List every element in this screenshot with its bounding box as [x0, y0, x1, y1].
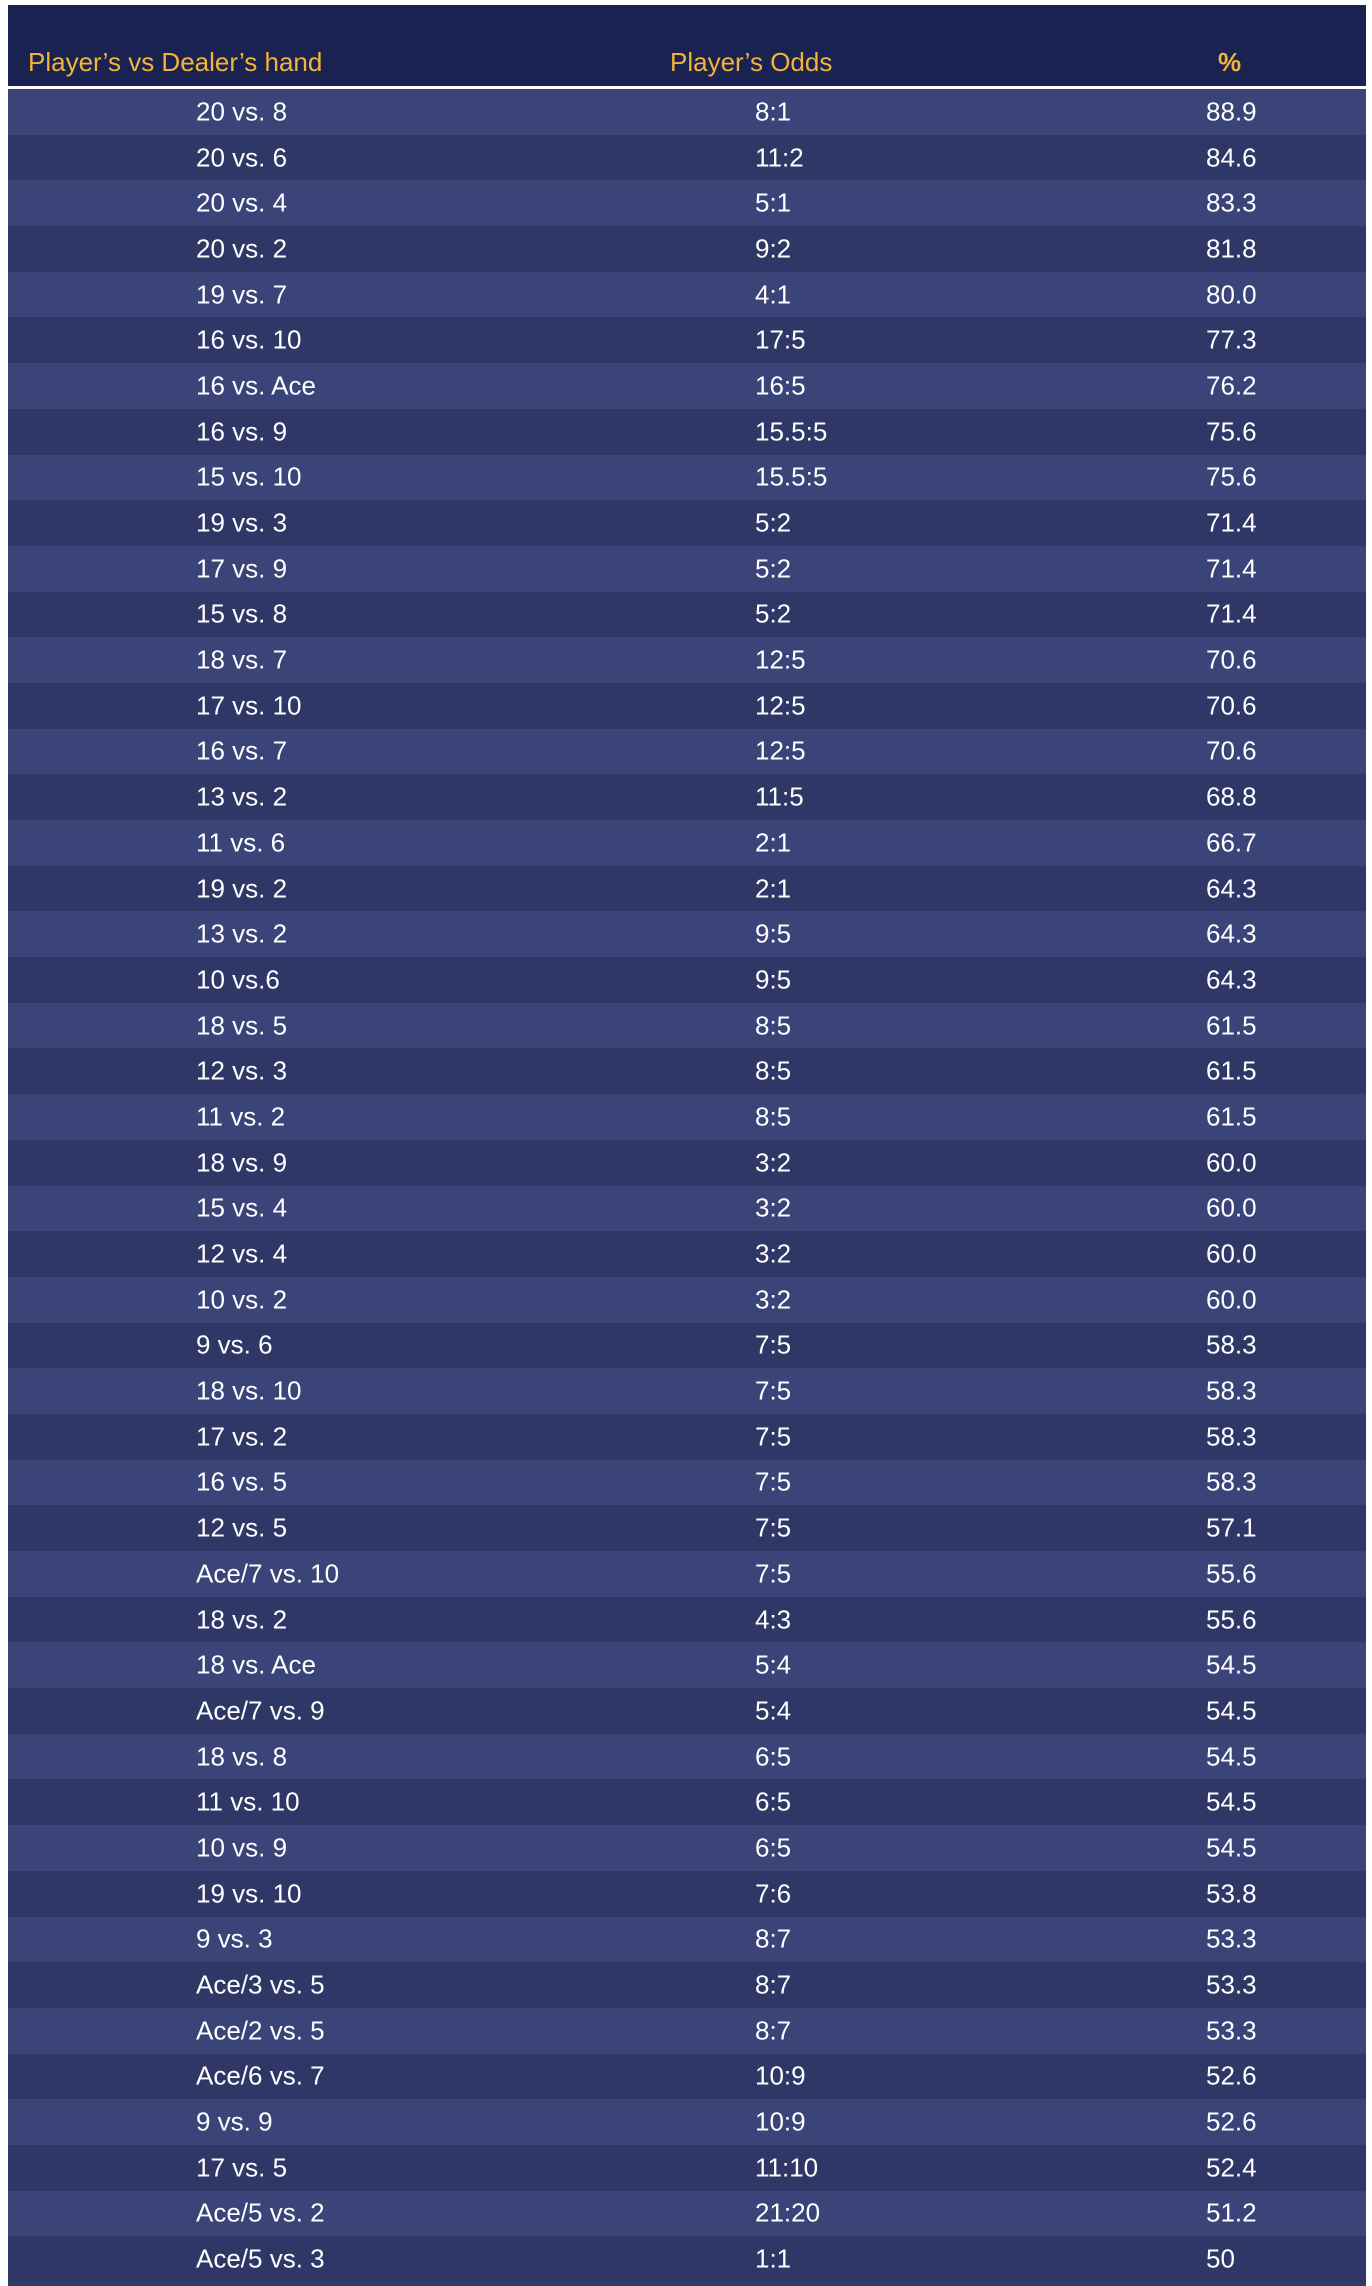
cell-hand: 15 vs. 8 [196, 598, 288, 629]
cell-odds: 15.5:5 [755, 461, 828, 492]
cell-odds: 4:1 [755, 279, 792, 310]
cell-hand: 10 vs. 9 [196, 1832, 288, 1863]
cell-hand: 18 vs. 8 [196, 1741, 288, 1772]
cell-percent: 50 [1206, 2243, 1235, 2274]
cell-odds: 3:2 [755, 1284, 792, 1315]
cell-hand: Ace/7 vs. 9 [196, 1695, 325, 1726]
cell-odds: 5:4 [755, 1695, 792, 1726]
cell-percent: 84.6 [1206, 142, 1257, 173]
cell-hand: 10 vs. 2 [196, 1284, 288, 1315]
cell-hand: 16 vs. Ace [196, 370, 316, 401]
table-row [8, 1186, 1366, 1232]
cell-odds: 7:5 [755, 1329, 792, 1360]
cell-hand: 18 vs. 5 [196, 1010, 288, 1041]
cell-percent: 58.3 [1206, 1421, 1257, 1452]
cell-hand: 15 vs. 10 [196, 461, 302, 492]
cell-percent: 70.6 [1206, 690, 1257, 721]
cell-hand: Ace/2 vs. 5 [196, 2015, 325, 2046]
cell-hand: 20 vs. 2 [196, 233, 288, 264]
cell-percent: 83.3 [1206, 187, 1257, 218]
cell-odds: 7:5 [755, 1512, 792, 1543]
cell-odds: 12:5 [755, 644, 806, 675]
cell-hand: 9 vs. 6 [196, 1329, 273, 1360]
table-row [8, 774, 1366, 820]
cell-hand: 19 vs. 7 [196, 279, 288, 310]
cell-hand: 19 vs. 3 [196, 507, 288, 538]
table-row [8, 1779, 1366, 1825]
cell-percent: 77.3 [1206, 324, 1257, 355]
table-row [8, 1140, 1366, 1186]
cell-odds: 6:5 [755, 1832, 792, 1863]
table-row [8, 1368, 1366, 1414]
cell-odds: 9:5 [755, 918, 792, 949]
cell-odds: 7:5 [755, 1421, 792, 1452]
cell-odds: 10:9 [755, 2106, 806, 2137]
cell-percent: 57.1 [1206, 1512, 1257, 1543]
cell-percent: 51.2 [1206, 2197, 1257, 2228]
table-row [8, 2191, 1366, 2237]
table-row [8, 1460, 1366, 1506]
cell-hand: 17 vs. 10 [196, 690, 302, 721]
cell-odds: 21:20 [755, 2197, 821, 2228]
cell-hand: 16 vs. 9 [196, 416, 288, 447]
cell-odds: 5:4 [755, 1649, 792, 1680]
cell-hand: 11 vs. 2 [196, 1101, 286, 1132]
odds-table [8, 5, 1366, 2286]
cell-odds: 10:9 [755, 2060, 806, 2091]
table-row [8, 1277, 1366, 1323]
cell-percent: 52.4 [1206, 2152, 1257, 2183]
table-row [8, 1734, 1366, 1780]
cell-odds: 7:5 [755, 1375, 792, 1406]
cell-hand: 16 vs. 5 [196, 1466, 288, 1497]
cell-hand: 20 vs. 4 [196, 187, 288, 218]
cell-odds: 5:2 [755, 598, 792, 629]
cell-percent: 75.6 [1206, 461, 1257, 492]
cell-percent: 61.5 [1206, 1010, 1257, 1041]
cell-hand: 12 vs. 4 [196, 1238, 288, 1269]
table-row [8, 1688, 1366, 1734]
cell-hand: 17 vs. 9 [196, 553, 288, 584]
table-row [8, 729, 1366, 775]
cell-percent: 61.5 [1206, 1055, 1257, 1086]
cell-percent: 53.3 [1206, 1923, 1257, 1954]
table-row [8, 500, 1366, 546]
table-row [8, 546, 1366, 592]
table-row [8, 2145, 1366, 2191]
cell-odds: 3:2 [755, 1147, 792, 1178]
cell-percent: 88.9 [1206, 96, 1257, 127]
cell-hand: Ace/7 vs. 10 [196, 1558, 340, 1589]
cell-percent: 54.5 [1206, 1786, 1257, 1817]
cell-percent: 64.3 [1206, 964, 1257, 995]
header-percent: % [1218, 47, 1242, 77]
cell-odds: 9:5 [755, 964, 792, 995]
cell-percent: 53.3 [1206, 1969, 1257, 2000]
cell-hand: 20 vs. 8 [196, 96, 288, 127]
cell-odds: 8:5 [755, 1101, 792, 1132]
cell-odds: 6:5 [755, 1741, 792, 1772]
cell-percent: 75.6 [1206, 416, 1257, 447]
cell-percent: 66.7 [1206, 827, 1257, 858]
cell-percent: 55.6 [1206, 1558, 1257, 1589]
table-row [8, 592, 1366, 638]
cell-hand: 18 vs. 7 [196, 644, 288, 675]
cell-percent: 58.3 [1206, 1466, 1257, 1497]
cell-hand: 12 vs. 3 [196, 1055, 288, 1086]
cell-odds: 11:10 [755, 2152, 819, 2183]
table-row [8, 180, 1366, 226]
table-row [8, 317, 1366, 363]
cell-hand: 18 vs. 10 [196, 1375, 302, 1406]
table-row [8, 2099, 1366, 2145]
cell-percent: 54.5 [1206, 1649, 1257, 1680]
cell-odds: 8:5 [755, 1010, 792, 1041]
cell-percent: 81.8 [1206, 233, 1257, 264]
cell-percent: 80.0 [1206, 279, 1257, 310]
cell-hand: 20 vs. 6 [196, 142, 288, 173]
cell-odds: 9:2 [755, 233, 792, 264]
table-row [8, 1048, 1366, 1094]
cell-odds: 1:1 [755, 2243, 792, 2274]
cell-percent: 60.0 [1206, 1238, 1257, 1269]
table-row [8, 363, 1366, 409]
cell-hand: Ace/6 vs. 7 [196, 2060, 325, 2091]
table-row [8, 1642, 1366, 1688]
table-row [8, 1962, 1366, 2008]
table-body [8, 89, 1366, 2282]
table-header [8, 5, 1366, 89]
cell-odds: 7:5 [755, 1558, 792, 1589]
table-row [8, 820, 1366, 866]
table-row [8, 89, 1366, 135]
cell-hand: 17 vs. 2 [196, 1421, 288, 1452]
cell-percent: 71.4 [1206, 507, 1257, 538]
table-row [8, 2236, 1366, 2282]
cell-hand: 18 vs. 9 [196, 1147, 288, 1178]
table-row [8, 1551, 1366, 1597]
cell-odds: 11:2 [755, 142, 804, 173]
cell-percent: 70.6 [1206, 735, 1257, 766]
cell-percent: 58.3 [1206, 1329, 1257, 1360]
table-row [8, 637, 1366, 683]
cell-hand: 18 vs. Ace [196, 1649, 316, 1680]
cell-odds: 4:3 [755, 1604, 792, 1635]
table-row [8, 226, 1366, 272]
cell-percent: 61.5 [1206, 1101, 1257, 1132]
cell-percent: 60.0 [1206, 1192, 1257, 1223]
cell-percent: 70.6 [1206, 644, 1257, 675]
cell-odds: 15.5:5 [755, 416, 828, 447]
cell-percent: 68.8 [1206, 781, 1257, 812]
cell-percent: 54.5 [1206, 1741, 1257, 1772]
cell-hand: Ace/5 vs. 2 [196, 2197, 325, 2228]
cell-hand: 11 vs. 6 [196, 827, 286, 858]
cell-hand: 15 vs. 4 [196, 1192, 288, 1223]
cell-percent: 58.3 [1206, 1375, 1257, 1406]
cell-hand: 9 vs. 9 [196, 2106, 273, 2137]
cell-odds: 8:1 [755, 96, 792, 127]
cell-percent: 60.0 [1206, 1284, 1257, 1315]
table-row [8, 683, 1366, 729]
cell-odds: 7:6 [755, 1878, 792, 1909]
table-row [8, 1597, 1366, 1643]
cell-odds: 3:2 [755, 1192, 792, 1223]
cell-odds: 2:1 [755, 873, 792, 904]
cell-percent: 53.3 [1206, 2015, 1257, 2046]
cell-hand: 16 vs. 7 [196, 735, 288, 766]
cell-hand: 19 vs. 2 [196, 873, 288, 904]
table-row [8, 911, 1366, 957]
table-row [8, 1094, 1366, 1140]
cell-hand: 17 vs. 5 [196, 2152, 288, 2183]
header-odds: Player’s Odds [670, 47, 833, 77]
cell-odds: 5:2 [755, 553, 792, 584]
cell-hand: 19 vs. 10 [196, 1878, 302, 1909]
cell-percent: 53.8 [1206, 1878, 1257, 1909]
cell-odds: 5:1 [755, 187, 792, 218]
cell-odds: 12:5 [755, 735, 806, 766]
cell-odds: 17:5 [755, 324, 806, 355]
cell-percent: 52.6 [1206, 2060, 1257, 2091]
cell-hand: 11 vs. 10 [196, 1786, 300, 1817]
table-row [8, 1505, 1366, 1551]
table-row [8, 1917, 1366, 1963]
cell-hand: 13 vs. 2 [196, 918, 288, 949]
cell-percent: 71.4 [1206, 553, 1257, 584]
table-row [8, 957, 1366, 1003]
cell-odds: 8:5 [755, 1055, 792, 1086]
cell-odds: 12:5 [755, 690, 806, 721]
cell-odds: 2:1 [755, 827, 792, 858]
cell-odds: 3:2 [755, 1238, 792, 1269]
cell-hand: 10 vs.6 [196, 964, 280, 995]
cell-odds: 11:5 [755, 781, 804, 812]
cell-hand: 13 vs. 2 [196, 781, 288, 812]
cell-odds: 8:7 [755, 1969, 792, 2000]
table-row [8, 1871, 1366, 1917]
cell-percent: 55.6 [1206, 1604, 1257, 1635]
cell-odds: 8:7 [755, 2015, 792, 2046]
cell-percent: 64.3 [1206, 918, 1257, 949]
cell-hand: Ace/3 vs. 5 [196, 1969, 325, 2000]
cell-percent: 71.4 [1206, 598, 1257, 629]
cell-hand: 18 vs. 2 [196, 1604, 288, 1635]
cell-percent: 52.6 [1206, 2106, 1257, 2137]
cell-percent: 54.5 [1206, 1695, 1257, 1726]
cell-odds: 6:5 [755, 1786, 792, 1817]
table-row [8, 1003, 1366, 1049]
cell-hand: 9 vs. 3 [196, 1923, 273, 1954]
cell-hand: Ace/5 vs. 3 [196, 2243, 325, 2274]
cell-percent: 64.3 [1206, 873, 1257, 904]
table-row [8, 2054, 1366, 2100]
cell-odds: 16:5 [755, 370, 806, 401]
cell-hand: 12 vs. 5 [196, 1512, 288, 1543]
cell-odds: 7:5 [755, 1466, 792, 1497]
cell-odds: 5:2 [755, 507, 792, 538]
table-row [8, 1414, 1366, 1460]
cell-percent: 60.0 [1206, 1147, 1257, 1178]
table-row [8, 1323, 1366, 1369]
table-row [8, 409, 1366, 455]
table-row [8, 455, 1366, 501]
cell-hand: 16 vs. 10 [196, 324, 302, 355]
table-row [8, 1825, 1366, 1871]
cell-odds: 8:7 [755, 1923, 792, 1954]
table-row [8, 2008, 1366, 2054]
cell-percent: 54.5 [1206, 1832, 1257, 1863]
header-hand: Player’s vs Dealer’s hand [28, 47, 323, 77]
cell-percent: 76.2 [1206, 370, 1257, 401]
table-row [8, 272, 1366, 318]
table-row [8, 866, 1366, 912]
table-row [8, 1231, 1366, 1277]
table-row [8, 135, 1366, 181]
